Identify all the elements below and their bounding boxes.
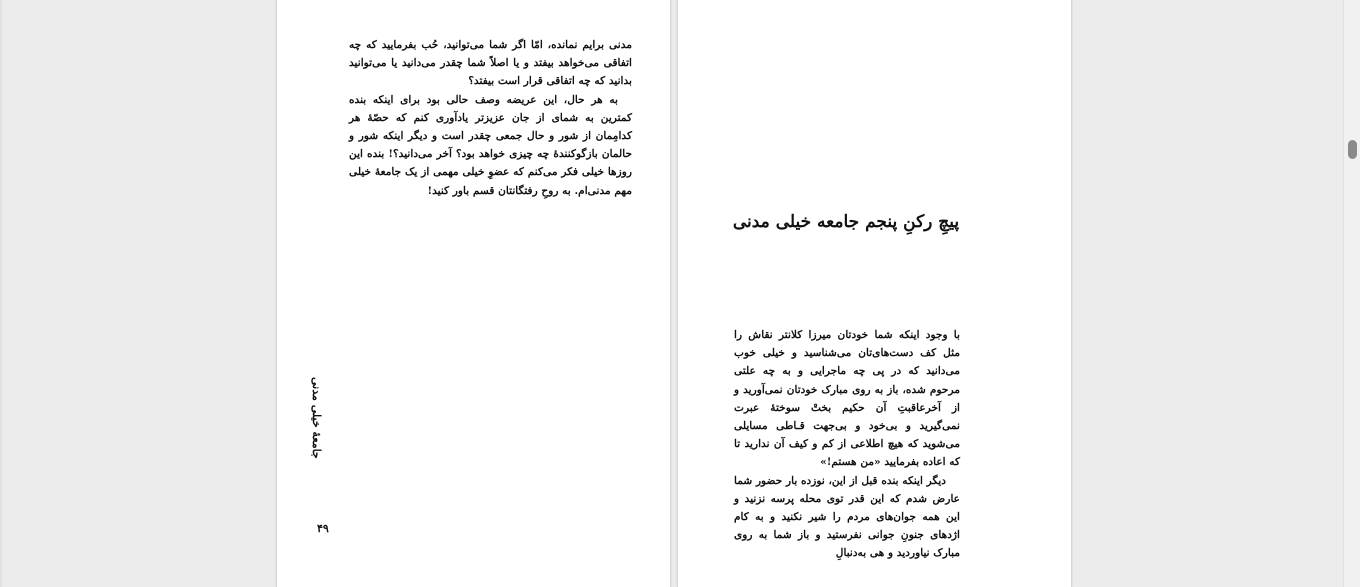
- vertical-scrollbar[interactable]: [1343, 0, 1360, 587]
- page-body-text: [734, 326, 960, 563]
- page-number: ۴۹: [317, 522, 329, 535]
- paragraph: به هر حال، این عریضه وصف حالی بود برای اینکه بنده کمترین به شمای از جان عزیزتر یادآوری کنم که حصّهٔ هر کدامِمان از شور و حال جمعی چقدر است و دیگر اینکه شور و حالمان بازگوکنندهٔ چه چیزی خواهد بود؟ آخر می‌دانید؟! بنده این روزها خیلی فکر می‌کنم که عضوِ خیلی مهمی از یک جامعهٔ خیلی مهم مدنی‌ام. به روحِ رفتگانتان قسم باور کنید!: [349, 93, 632, 197]
- page-body-text: [349, 36, 632, 200]
- paragraph: مدنی برایم نمانده، امّا اگر شما می‌توانید، حُب بفرمایید که چه اتفاقی می‌خواهد بیفتد و یا اصلاً شما چقدر می‌دانید یا می‌توانید بدانید که چه اتفاقی قرار است بیفتد؟: [349, 39, 632, 88]
- running-head: جامعهٔ خیلی مدنی: [310, 377, 323, 459]
- page-50: [677, 0, 1072, 587]
- chapter-title: پیچِ رکنِ پنجم جامعه خیلی مدنی: [732, 212, 960, 232]
- page-49: [276, 0, 671, 587]
- scrollbar-thumb[interactable]: [1348, 140, 1357, 159]
- paragraph: دیگر اینکه بنده قبل از این، نوزده بار حضور شما عارض شدم که این قدر توی محله پرسه نزنید و این همه جوان‌های مردم را شیر نکنید و به کام اژدهای جنونِ جوانی نفرستید و باز شما به روی مبارک نیاوردید و هی به‌دنبالِ: [734, 474, 960, 560]
- paragraph: با وجود اینکه شما خودتان میرزا کلانتر نقاش را مثل کف دست‌های‌تان می‌شناسید و خیلی خوب می‌دانید که در پی چه ماجرایی و به چه علتی مرحوم شده، باز به روی مبارک خودتان نمی‌آورید و از آخرعاقبتِ آن حکیم بختْ سوختهٔ عبرت نمی‌گیرید و بی‌خود و بی‌جهت قـاطی مسایلی می‌شوید که هیچ اطلاعی از کم و کیف آن ندارید تا که اعاده بفرمایید «من هستم!»: [734, 329, 960, 469]
